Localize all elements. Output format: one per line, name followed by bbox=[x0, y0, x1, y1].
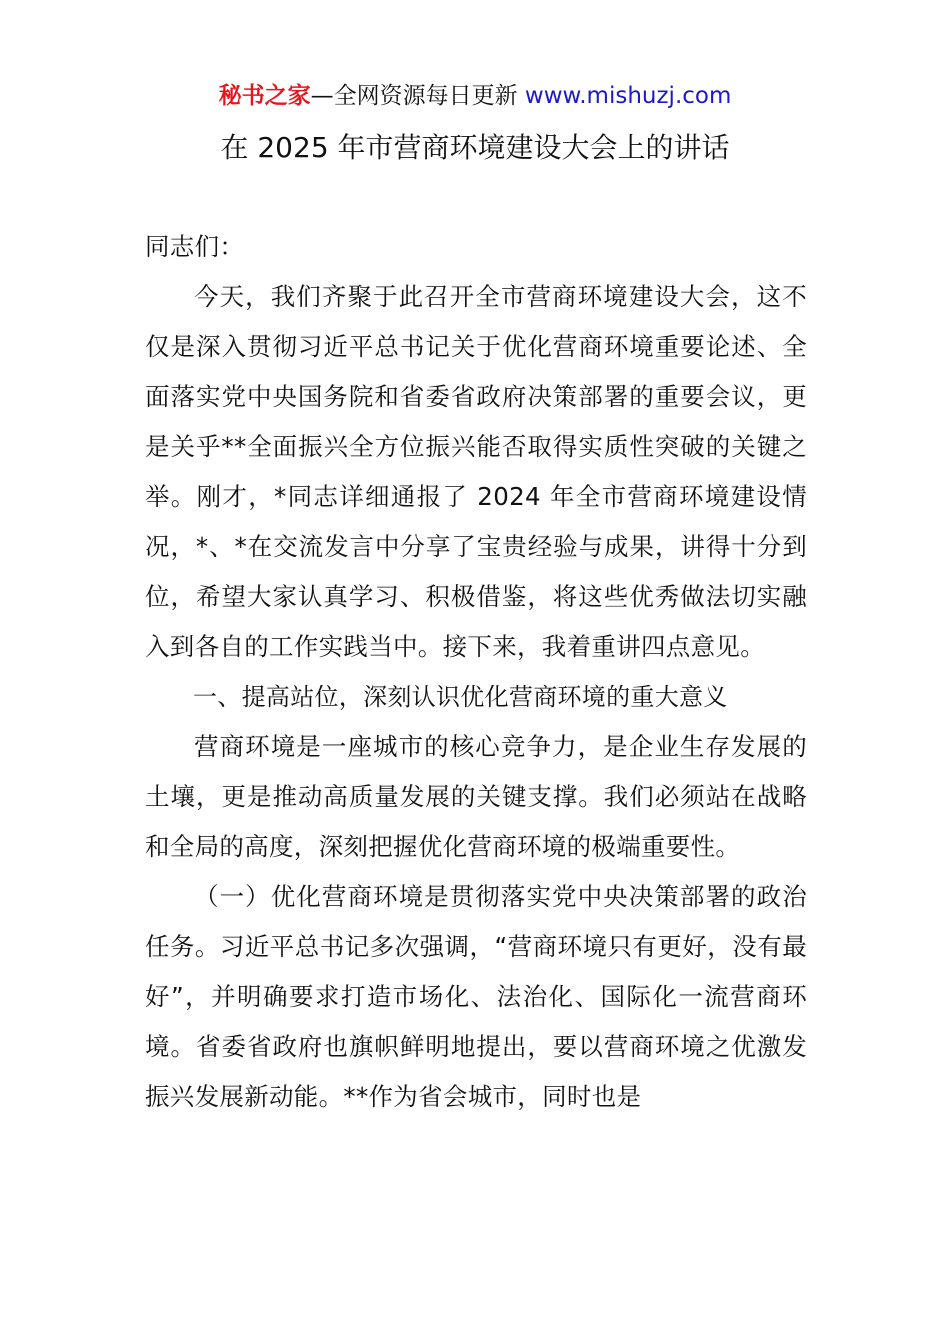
site-url-link[interactable]: www.mishuzj.com bbox=[524, 83, 732, 109]
body-paragraph: 营商环境是一座城市的核心竞争力，是企业生存发展的土壤，更是推动高质量发展的关键支撑。我们必须站在战略和全局的高度，深刻把握优化营商环境的极端重要性。 bbox=[145, 732, 807, 861]
header-tagline: —全网资源每日更新 bbox=[310, 83, 525, 109]
body-paragraph: （一）优化营商环境是贯彻落实党中央决策部署的政治任务。习近平总书记多次强调，“营商环境只有更好，没有最好”，并明确要求打造市场化、法治化、国际化一流营商环境。省委省政府也旗帜鲜明地提出，要以营商环境之优激发振兴发展新动能。**作为省会城市，同时也是 bbox=[145, 882, 807, 1111]
document-body bbox=[145, 222, 807, 1122]
body-paragraph: 今天，我们齐聚于此召开全市营商环境建设大会，这不仅是深入贯彻习近平总书记关于优化营商环境重要论述、全面落实党中央国务院和省委省政府决策部署的重要会议，更是关乎**全面振兴全方位振兴能否取得实质性突破的关键之举。刚才，*同志详细通报了 2024 年全市营商环境建设情况，*、*在交流发言中分享了宝贵经验与成果，讲得十分到位，希望大家认真学习、积极借鉴，将这些优秀做法切实融入到各自的工作实践当中。接下来，我着重讲四点意见。 bbox=[145, 282, 807, 661]
salutation: 同志们： bbox=[145, 232, 245, 261]
document-title: 在 2025 年市营商环境建设大会上的讲话 bbox=[220, 131, 730, 164]
brand-name: 秘书之家 bbox=[218, 83, 311, 109]
section-heading: 一、提高站位，深刻认识优化营商环境的重大意义 bbox=[193, 683, 728, 711]
site-header bbox=[0, 80, 950, 112]
